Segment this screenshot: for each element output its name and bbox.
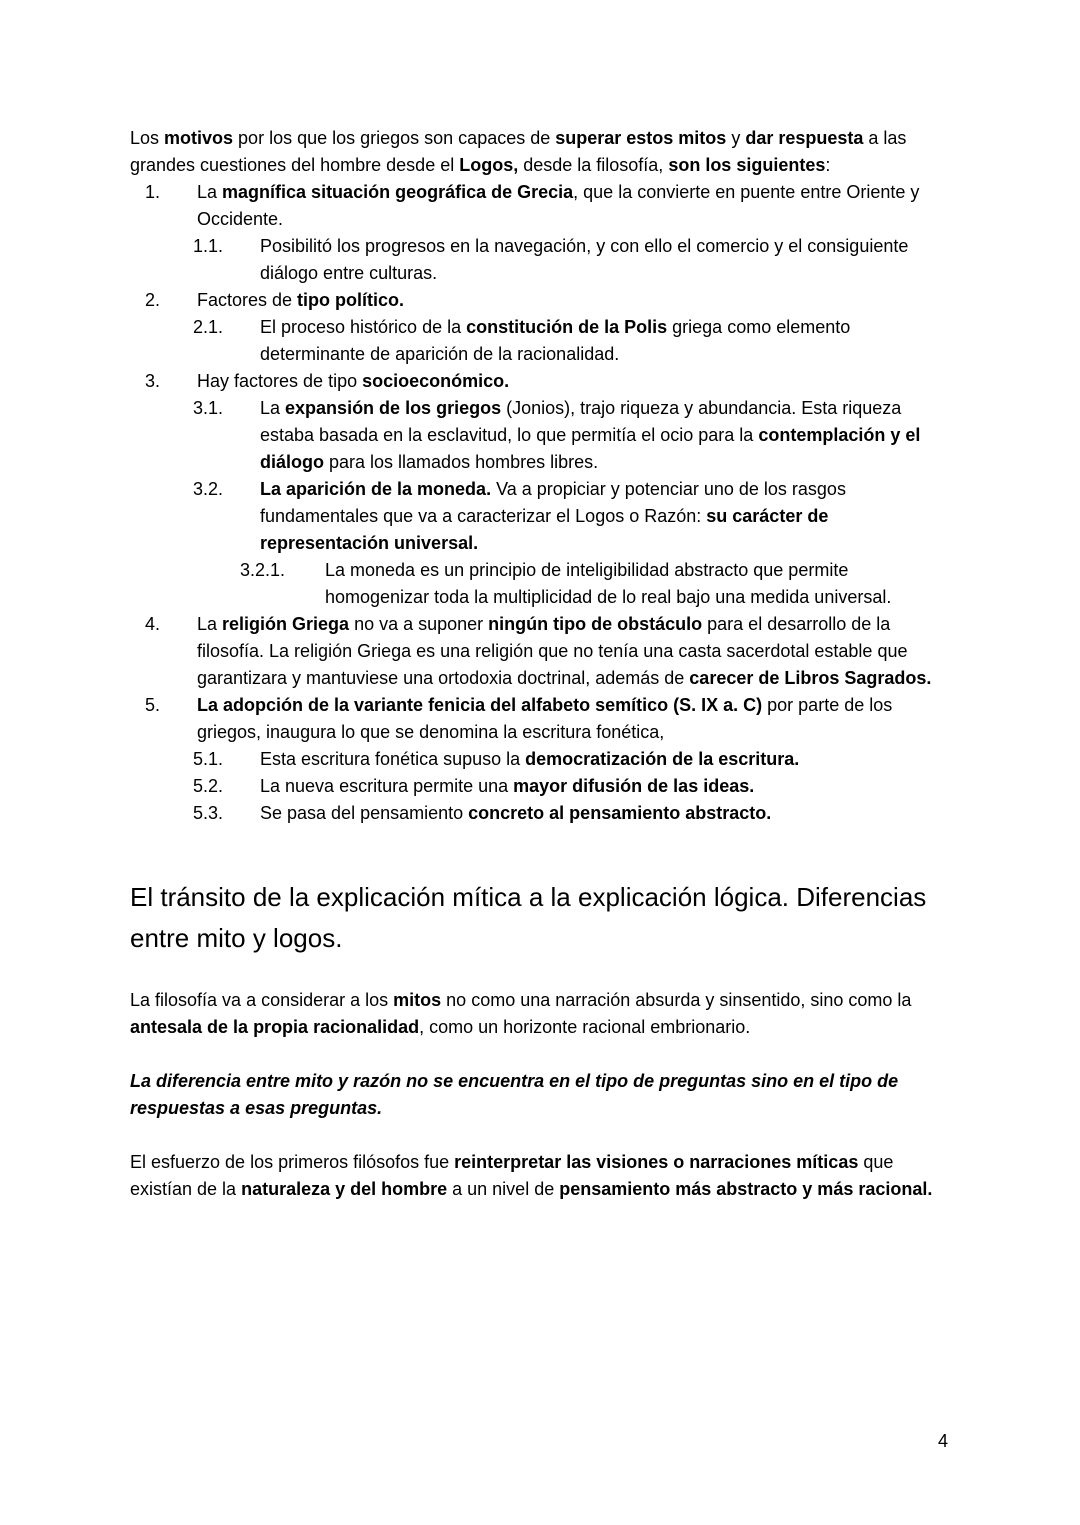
paragraph-mitos-antesala: La filosofía va a considerar a los mitos no como una narración absurda y sinsentido, sino como la antesala de la propia racionalidad, como un horizonte racional embrionario. — [130, 990, 912, 1037]
list-item-number: 5. — [145, 695, 161, 715]
list-item-text: La expansión de los griegos (Jonios), trajo riqueza y abundancia. Esta riqueza estaba basada en la esclavitud, lo que permitía el ocio para la contemplación y el diálogo para los llamados hombres libres. — [260, 398, 921, 472]
list-item-number: 2. — [145, 290, 161, 310]
list-item — [130, 611, 950, 692]
list-item-text: El proceso histórico de la constitución de la Polis griega como elemento determinante de aparición de la racionalidad. — [260, 317, 851, 364]
list-item — [130, 692, 950, 746]
paragraph-diferencia-mito-razon: La diferencia entre mito y razón no se encuentra en el tipo de preguntas sino en el tipo de respuestas a esas preguntas. — [130, 1071, 899, 1118]
list-item — [130, 287, 950, 314]
list-item-number: 3.2. — [193, 479, 224, 499]
list-item — [130, 314, 950, 368]
list-item — [130, 368, 950, 395]
list-item — [130, 800, 950, 827]
list-item-text: Posibilitó los progresos en la navegación, y con ello el comercio y el consiguiente diálogo entre culturas. — [260, 236, 909, 283]
list-item-text: Factores de tipo político. — [197, 290, 405, 310]
list-item — [130, 773, 950, 800]
list-item-text: Esta escritura fonética supuso la democratización de la escritura. — [260, 749, 800, 769]
list-item-text: La moneda es un principio de inteligibilidad abstracto que permite homogenizar toda la multiplicidad de lo real bajo una medida universal. — [325, 560, 892, 607]
paragraph-esfuerzo-filosofos: El esfuerzo de los primeros filósofos fue reinterpretar las visiones o narraciones míticas que existían de la naturaleza y del hombre a un nivel de pensamiento más abstracto y más racional. — [130, 1152, 933, 1199]
list-item-number: 3.1. — [193, 398, 224, 418]
list-item-number: 4. — [145, 614, 161, 634]
list-item-number: 1.1. — [193, 236, 224, 256]
list-item — [130, 179, 950, 233]
list-item-number: 5.3. — [193, 803, 224, 823]
list-item-text: La magnífica situación geográfica de Grecia, que la convierte en puente entre Oriente y Occidente. — [197, 182, 920, 229]
list-item-text: Hay factores de tipo socioeconómico. — [197, 371, 510, 391]
list-item — [130, 557, 950, 611]
section-heading: El tránsito de la explicación mítica a la explicación lógica. Diferencias entre mito y logos. — [130, 882, 927, 953]
list-item-text: La aparición de la moneda. Va a propiciar y potenciar uno de los rasgos fundamentales que va a caracterizar el Logos o Razón: su carácter de representación universal. — [260, 479, 846, 553]
list-item-number: 3.2.1. — [240, 560, 286, 580]
list-item — [130, 233, 950, 287]
numbered-list — [130, 179, 950, 827]
page-number: 4 — [937, 1431, 948, 1451]
list-item-number: 2.1. — [193, 317, 224, 337]
list-item — [130, 746, 950, 773]
list-item-number: 3. — [145, 371, 161, 391]
list-item-text: Se pasa del pensamiento concreto al pensamiento abstracto. — [260, 803, 772, 823]
list-item-number: 5.1. — [193, 749, 224, 769]
list-item — [130, 395, 950, 476]
list-item-text: La religión Griega no va a suponer ningún tipo de obstáculo para el desarrollo de la filosofía. La religión Griega es una religión que no tenía una casta sacerdotal estable que garantizara y mantuviese una ortodoxia doctrinal, además de carecer de Libros Sagrados. — [197, 614, 932, 688]
list-item-number: 1. — [145, 182, 161, 202]
list-item-text: La adopción de la variante fenicia del alfabeto semítico (S. IX a. C) por parte de los griegos, inaugura lo que se denomina la escritura fonética, — [197, 695, 893, 742]
intro-paragraph: Los motivos por los que los griegos son capaces de superar estos mitos y dar respuesta a las grandes cuestiones del hombre desde el Logos, desde la filosofía, son los siguientes: — [130, 128, 907, 175]
list-item-number: 5.2. — [193, 776, 224, 796]
list-item — [130, 476, 950, 557]
list-item-text: La nueva escritura permite una mayor difusión de las ideas. — [260, 776, 755, 796]
